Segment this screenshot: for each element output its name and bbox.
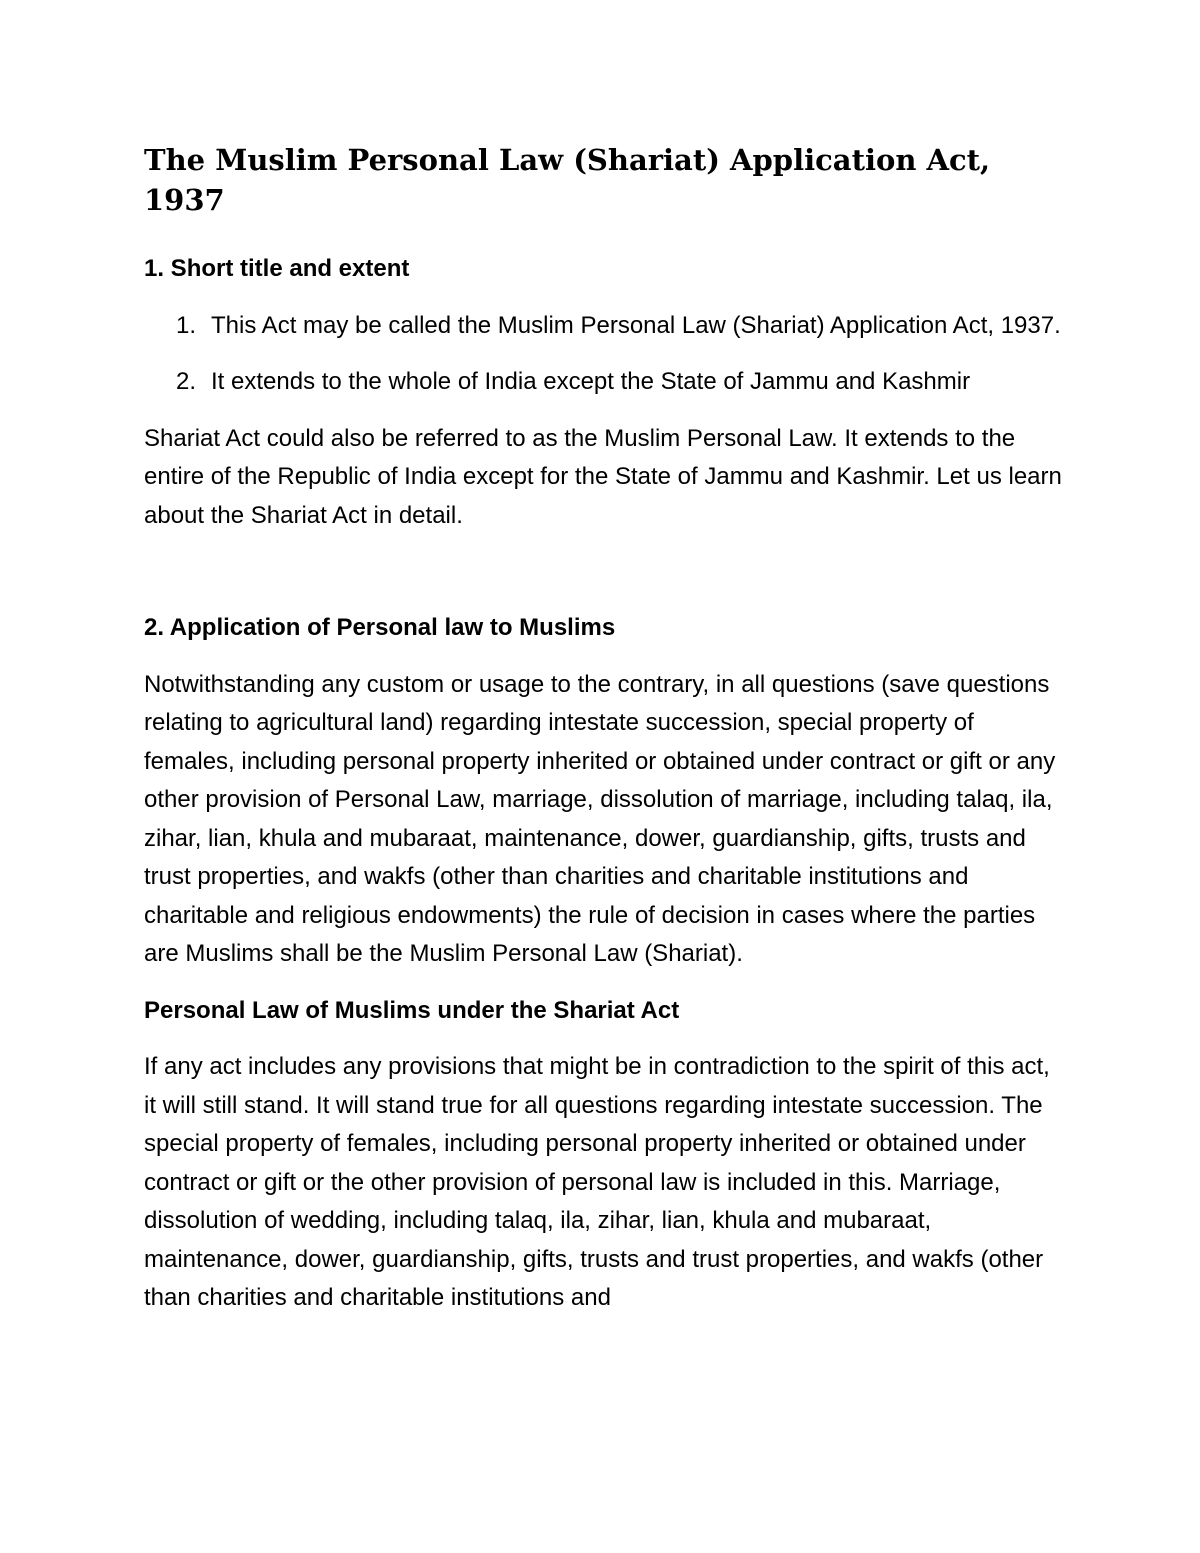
document-title: The Muslim Personal Law (Shariat) Application Act, 1937 bbox=[144, 143, 991, 217]
list-item bbox=[144, 307, 1064, 346]
list-item-number: 1. bbox=[176, 311, 197, 339]
list-item-text: It extends to the whole of India except the State of Jammu and Kashmir bbox=[211, 368, 971, 395]
paragraph-personal-law: If any act includes any provisions that might be in contradiction to the spirit of this act, it will still stand. It will stand true for all questions regarding intestate succession. The special property of females, including personal property inherited or obtained under contract or gift or the other provision of personal law is included in this. Marriage, dissolution of wedding, including talaq, ila, zihar, lian, khula and mubaraat, maintenance, dower, guardianship, gifts, trusts and trust properties, and wakfs (other than charities and charitable institutions and bbox=[144, 1053, 1050, 1311]
section-heading-short-title: 1. Short title and extent bbox=[144, 255, 410, 282]
list-item-number: 2. bbox=[176, 368, 197, 395]
document-page bbox=[144, 140, 1064, 1336]
section-heading-personal-law: Personal Law of Muslims under the Shariat Act bbox=[144, 996, 680, 1024]
blank-line bbox=[144, 553, 1064, 609]
list-item-text: This Act may be called the Muslim Personal Law (Shariat) Application Act, 1937. bbox=[211, 311, 1061, 339]
paragraph-shariat-intro: Shariat Act could also be referred to as the Muslim Personal Law. It extends to the entire of the Republic of India except for the State of Jammu and Kashmir. Let us learn about the Shariat Act in detail. bbox=[144, 424, 1062, 529]
list-item bbox=[144, 363, 1064, 402]
paragraph-application: Notwithstanding any custom or usage to the contrary, in all questions (save questions relating to agricultural land) regarding intestate succession, special property of females, including personal property inherited or obtained under contract or gift or any other provision of Personal Law, marriage, dissolution of marriage, including talaq, ila, zihar, lian, khula and mubaraat, maintenance, dower, guardianship, gifts, trusts and trust properties, and wakfs (other than charities and charitable institutions and charitable and religious endowments) the rule of decision in cases where the parties are Muslims shall be the Muslim Personal Law (Shariat). bbox=[144, 670, 1056, 967]
numbered-list bbox=[144, 307, 1064, 402]
section-heading-application: 2. Application of Personal law to Muslims bbox=[144, 614, 616, 641]
